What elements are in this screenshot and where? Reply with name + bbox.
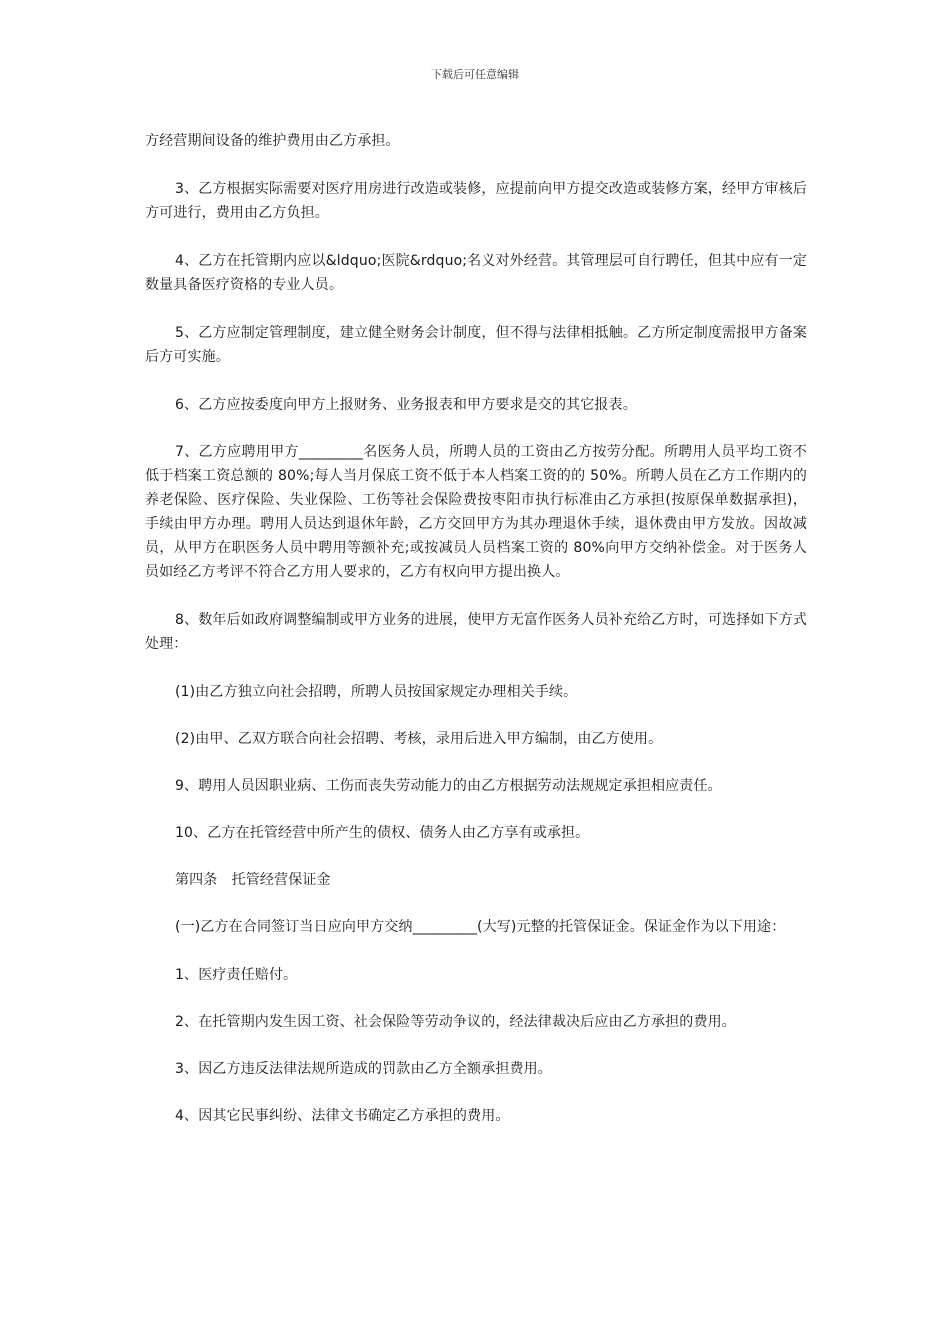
paragraph-item-6: 6、乙方应按委度向甲方上报财务、业务报表和甲方要求是交的其它报表。 (175, 397, 637, 413)
section-heading-article-4: 第四条 托管经营保证金 (175, 872, 331, 888)
paragraph-option-1: (1)由乙方独立向社会招聘，所聘人员按国家规定办理相关手续。 (175, 684, 578, 700)
paragraph-use-4: 4、因其它民事纠纷、法律文书确定乙方承担的费用。 (175, 1108, 510, 1124)
paragraph-use-3: 3、因乙方违反法律法规所造成的罚款由乙方全额承担费用。 (175, 1061, 552, 1077)
paragraph-item-7: 7、乙方应聘用甲方_________名医务人员，所聘人员的工资由乙方按劳分配。所聘用人员平均工资不低于档案工资总额的 80%;每人当月保底工资不低于本人档案工资的的 50%。所聘人员在乙方工作期内的养老保险、医疗保险、失业保险、工伤等社会保险费按枣阳市执行标准由乙方承担(按原保单数据承担)，手续由甲方办理。聘用人员达到退休年龄，乙方交回甲方为其办理退休手续，退休费由甲方发放。因故减员，从甲方在职医务人员中聘用等额补充;或按减员人员档案工资的 80%向甲方交纳补偿金。对于医务人员如经乙方考评不符合乙方用人要求的，乙方有权向甲方提出换人。 (145, 444, 807, 580)
paragraph-deposit: (一)乙方在合同签订当日应向甲方交纳_________(大写)元整的托管保证金。保证金作为以下用途： (175, 919, 786, 935)
paragraph-use-2: 2、在托管期内发生因工资、社会保险等劳动争议的，经法律裁决后应由乙方承担的费用。 (175, 1014, 736, 1030)
paragraph-item-5: 5、乙方应制定管理制度，建立健全财务会计制度，但不得与法律相抵触。乙方所定制度需报甲方备案后方可实施。 (145, 325, 807, 365)
paragraph-item-10: 10、乙方在托管经营中所产生的债权、债务人由乙方享有或承担。 (175, 825, 590, 841)
paragraph-item-4: 4、乙方在托管期内应以&ldquo;医院&rdquo;名义对外经营。其管理层可自行聘任，但其中应有一定数量具备医疗资格的专业人员。 (145, 253, 807, 293)
paragraph-option-2: (2)由甲、乙双方联合向社会招聘、考核，录用后进入甲方编制，由乙方使用。 (175, 731, 663, 747)
paragraph-item-3: 3、乙方根据实际需要对医疗用房进行改造或装修，应提前向甲方提交改造或装修方案，经甲方审核后方可进行，费用由乙方负担。 (145, 181, 807, 221)
document-body (145, 129, 807, 1151)
paragraph-use-1: 1、医疗责任赔付。 (175, 967, 298, 983)
page-header: 下载后可任意编辑 (431, 68, 519, 81)
paragraph-item-9: 9、聘用人员因职业病、工伤而丧失劳动能力的由乙方根据劳动法规规定承担相应责任。 (175, 778, 722, 794)
paragraph-continuation: 方经营期间设备的维护费用由乙方承担。 (145, 133, 400, 149)
paragraph-item-8: 8、数年后如政府调整编制或甲方业务的进展，使甲方无富作医务人员补充给乙方时，可选择如下方式处理： (145, 612, 807, 652)
